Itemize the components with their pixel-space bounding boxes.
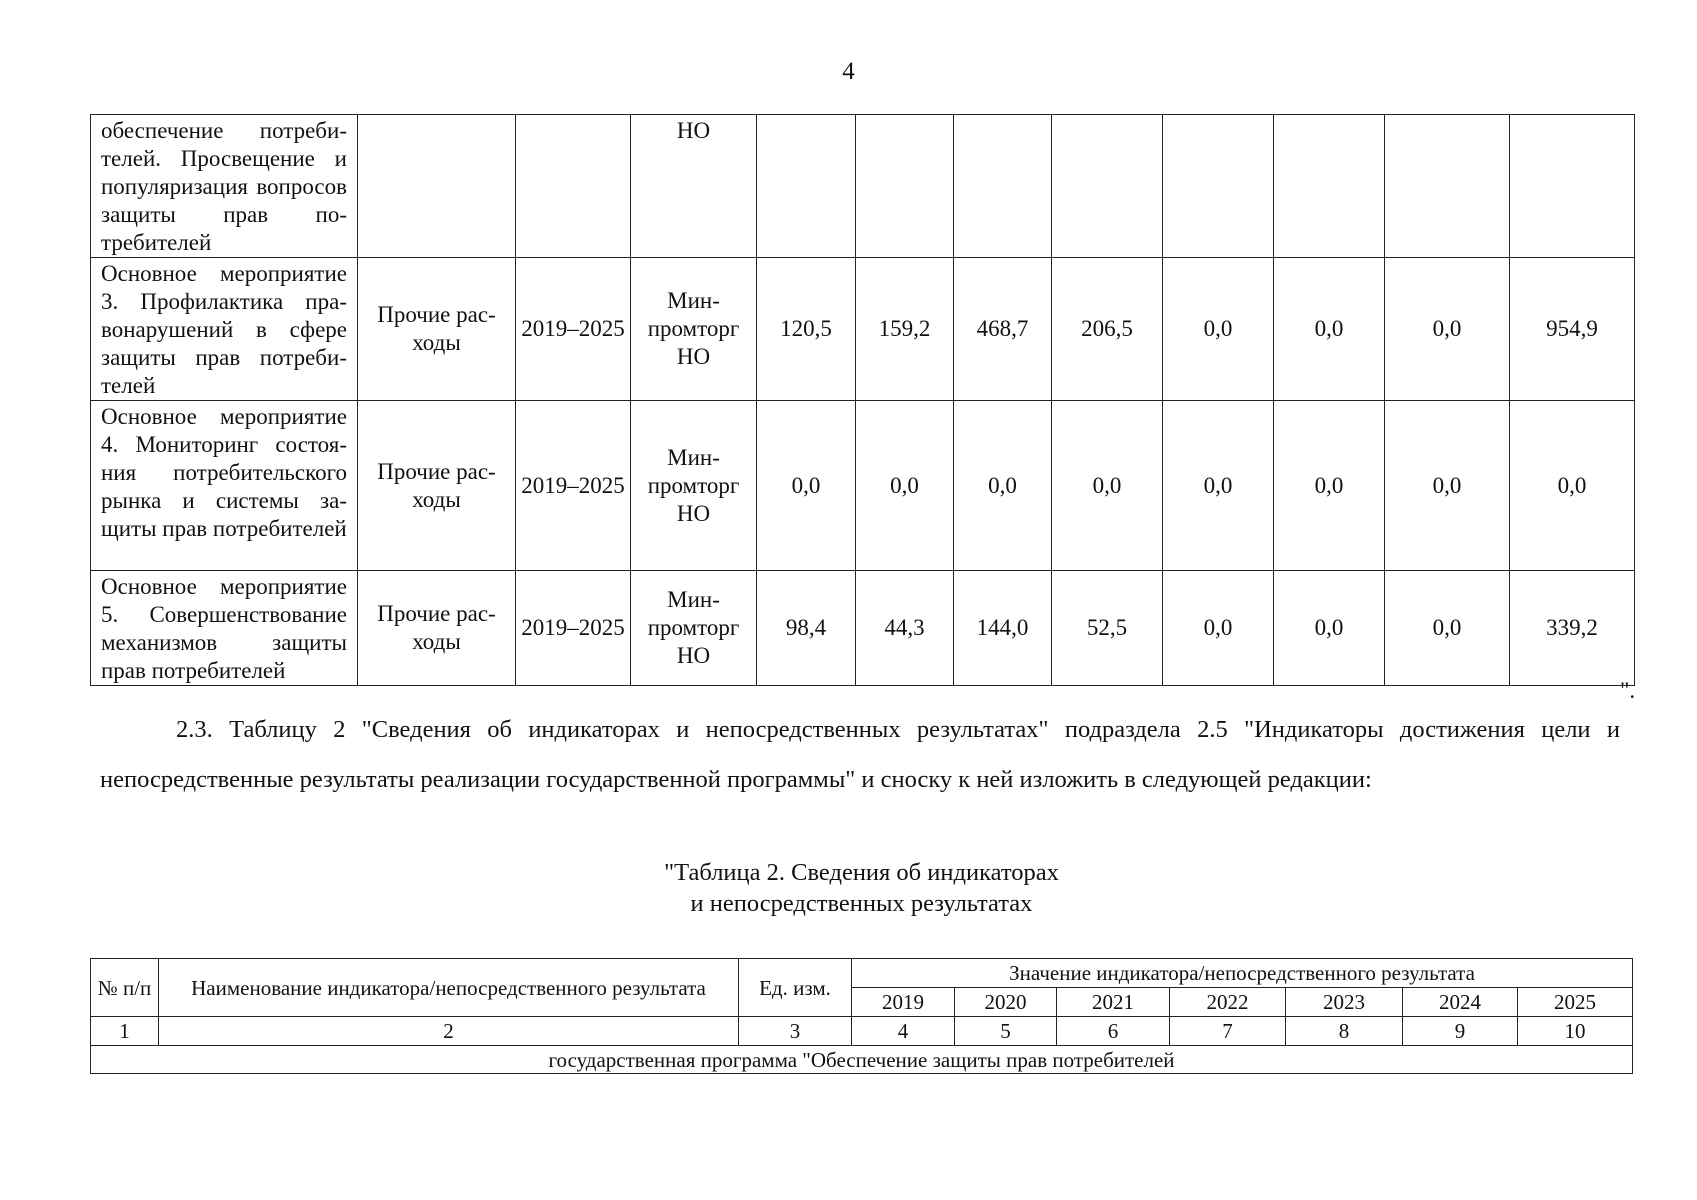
value-cell: 0,0 — [954, 401, 1052, 571]
value-cell: 206,5 — [1052, 258, 1163, 401]
executor: НО — [631, 115, 757, 258]
year-header: 2020 — [955, 988, 1057, 1017]
value-cell: 0,0 — [757, 401, 856, 571]
value-cell: 0,0 — [1163, 401, 1274, 571]
value-cell — [1385, 115, 1510, 258]
value-cell — [1274, 115, 1385, 258]
table-row — [91, 258, 1635, 401]
activity-name: обеспечение потребителей. Просвещение и популяризация вопросов защиты прав потребителей — [91, 115, 358, 258]
value-cell: 120,5 — [757, 258, 856, 401]
activity-name: Основное мероприятие 5. Совершенствование механизмов защиты прав потребителей — [91, 571, 358, 686]
column-number: 3 — [739, 1017, 852, 1046]
column-number: 6 — [1057, 1017, 1170, 1046]
page-number: 4 — [842, 58, 855, 85]
column-number: 8 — [1286, 1017, 1403, 1046]
value-cell: 0,0 — [1510, 401, 1635, 571]
table2-column-numbers-row — [91, 1017, 1633, 1046]
value-cell — [954, 115, 1052, 258]
year-header: 2023 — [1286, 988, 1403, 1017]
expenditure-table — [90, 114, 1635, 686]
table2-caption — [0, 857, 1697, 919]
column-number: 2 — [159, 1017, 739, 1046]
column-header-value-group: Значение индикатора/непосредственного результата — [852, 959, 1633, 988]
expense-type: Прочие расходы — [358, 401, 516, 571]
value-cell — [757, 115, 856, 258]
value-cell: 0,0 — [856, 401, 954, 571]
value-cell: 144,0 — [954, 571, 1052, 686]
column-number: 7 — [1170, 1017, 1286, 1046]
section-title: государственная программа "Обеспечение защиты прав потребителей — [91, 1046, 1633, 1074]
value-cell — [856, 115, 954, 258]
period: 2019–2025 — [516, 401, 631, 571]
column-number: 1 — [91, 1017, 159, 1046]
year-header: 2025 — [1518, 988, 1633, 1017]
value-cell: 0,0 — [1385, 258, 1510, 401]
expense-type: Прочие расходы — [358, 571, 516, 686]
table-row — [91, 401, 1635, 571]
year-header: 2021 — [1057, 988, 1170, 1017]
column-number: 10 — [1518, 1017, 1633, 1046]
executor: Минпромторг НО — [631, 571, 757, 686]
column-number: 9 — [1403, 1017, 1518, 1046]
value-cell: 0,0 — [1274, 401, 1385, 571]
expense-type: Прочие расходы — [358, 258, 516, 401]
activity-name: Основное мероприятие 3. Профилактика правонарушений в сфере защиты прав потребителей — [91, 258, 358, 401]
value-cell: 0,0 — [1052, 401, 1163, 571]
year-header: 2019 — [852, 988, 955, 1017]
value-cell: 0,0 — [1385, 571, 1510, 686]
closing-quote-mark: ". — [1620, 678, 1636, 703]
value-cell: 0,0 — [1163, 258, 1274, 401]
value-cell: 468,7 — [954, 258, 1052, 401]
value-cell — [1510, 115, 1635, 258]
value-cell: 159,2 — [856, 258, 954, 401]
year-header: 2024 — [1403, 988, 1518, 1017]
table2-caption-line2: и непосредственных результатах — [690, 890, 1033, 917]
year-header: 2022 — [1170, 988, 1286, 1017]
value-cell: 0,0 — [1274, 258, 1385, 401]
value-cell: 954,9 — [1510, 258, 1635, 401]
table2-caption-line1: "Таблица 2. Сведения об индикаторах — [664, 859, 1059, 886]
period: 2019–2025 — [516, 258, 631, 401]
value-cell — [1052, 115, 1163, 258]
executor: Минпромторг НО — [631, 401, 757, 571]
value-cell: 52,5 — [1052, 571, 1163, 686]
column-header-unit: Ед. изм. — [739, 959, 852, 1017]
table-row — [91, 115, 1635, 258]
column-header-indicator-name: Наименование индикатора/непосредственного результата — [159, 959, 739, 1017]
amendment-paragraph: 2.3. Таблицу 2 "Сведения об индикаторах и непосредственных результатах" подраздела 2.5 "Индикаторы достижения цели и непосредственные результаты реализации государственной программы" и сноску к ней изложить в следующей редакции: — [100, 716, 1620, 793]
table2-section-row — [91, 1046, 1633, 1074]
value-cell: 0,0 — [1163, 571, 1274, 686]
indicators-table — [90, 958, 1633, 1074]
value-cell: 339,2 — [1510, 571, 1635, 686]
value-cell: 44,3 — [856, 571, 954, 686]
activity-name: Основное мероприятие 4. Мониторинг состояния потребительского рынка и системы защиты прав потребителей — [91, 401, 358, 571]
table-row — [91, 571, 1635, 686]
column-header-number: № п/п — [91, 959, 159, 1017]
expense-type — [358, 115, 516, 258]
table2-header-row — [91, 959, 1633, 988]
column-number: 5 — [955, 1017, 1057, 1046]
value-cell — [1163, 115, 1274, 258]
column-number: 4 — [852, 1017, 955, 1046]
period — [516, 115, 631, 258]
value-cell: 98,4 — [757, 571, 856, 686]
value-cell: 0,0 — [1385, 401, 1510, 571]
period: 2019–2025 — [516, 571, 631, 686]
executor: Минпромторг НО — [631, 258, 757, 401]
value-cell: 0,0 — [1274, 571, 1385, 686]
